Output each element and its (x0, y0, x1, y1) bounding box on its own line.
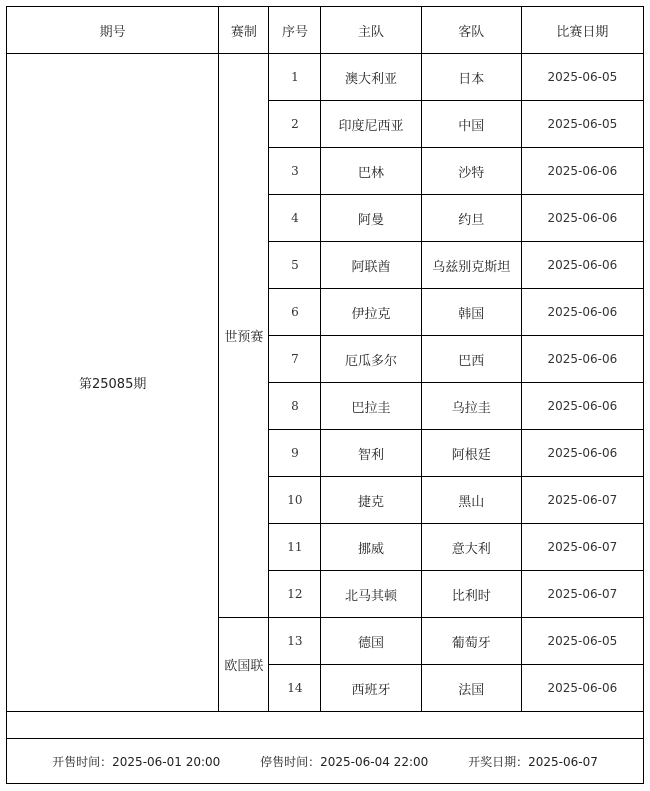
date-cell: 2025-06-06 (521, 383, 643, 430)
blank-row (7, 712, 644, 739)
home-cell: 北马其顿 (321, 571, 421, 618)
date-cell: 2025-06-07 (521, 571, 643, 618)
blank-cell (7, 712, 644, 739)
match-schedule-table (6, 6, 644, 784)
seq-cell: 5 (269, 242, 321, 289)
away-cell: 乌拉圭 (421, 383, 521, 430)
footer-cell (7, 739, 644, 784)
seq-cell: 11 (269, 524, 321, 571)
header-home: 主队 (321, 7, 421, 54)
date-cell: 2025-06-05 (521, 618, 643, 665)
home-cell: 智利 (321, 430, 421, 477)
away-cell: 意大利 (421, 524, 521, 571)
away-cell: 巴西 (421, 336, 521, 383)
date-cell: 2025-06-05 (521, 54, 643, 101)
competition-cell: 世预赛 (219, 54, 269, 618)
away-cell: 韩国 (421, 289, 521, 336)
seq-cell: 7 (269, 336, 321, 383)
header-date: 比赛日期 (521, 7, 643, 54)
seq-cell: 12 (269, 571, 321, 618)
home-cell: 伊拉克 (321, 289, 421, 336)
date-cell: 2025-06-06 (521, 195, 643, 242)
away-cell: 沙特 (421, 148, 521, 195)
header-seq: 序号 (269, 7, 321, 54)
away-cell: 葡萄牙 (421, 618, 521, 665)
seq-cell: 3 (269, 148, 321, 195)
home-cell: 捷克 (321, 477, 421, 524)
seq-cell: 2 (269, 101, 321, 148)
sale-start-time: 开售时间：2025-06-01 20:00 (52, 754, 221, 769)
header-away: 客队 (421, 7, 521, 54)
away-cell: 法国 (421, 665, 521, 712)
away-cell: 中国 (421, 101, 521, 148)
home-cell: 阿曼 (321, 195, 421, 242)
seq-cell: 13 (269, 618, 321, 665)
away-cell: 阿根廷 (421, 430, 521, 477)
home-cell: 印度尼西亚 (321, 101, 421, 148)
table-row (7, 54, 644, 101)
sale-end-time: 停售时间：2025-06-04 22:00 (260, 754, 429, 769)
header-issue: 期号 (7, 7, 219, 54)
away-cell: 乌兹别克斯坦 (421, 242, 521, 289)
date-cell: 2025-06-06 (521, 665, 643, 712)
seq-cell: 14 (269, 665, 321, 712)
home-cell: 巴林 (321, 148, 421, 195)
date-cell: 2025-06-05 (521, 101, 643, 148)
date-cell: 2025-06-06 (521, 242, 643, 289)
away-cell: 日本 (421, 54, 521, 101)
date-cell: 2025-06-07 (521, 524, 643, 571)
date-cell: 2025-06-06 (521, 148, 643, 195)
home-cell: 挪威 (321, 524, 421, 571)
seq-cell: 4 (269, 195, 321, 242)
competition-cell: 欧国联 (219, 618, 269, 712)
home-cell: 澳大利亚 (321, 54, 421, 101)
seq-cell: 8 (269, 383, 321, 430)
draw-date: 开奖日期：2025-06-07 (468, 754, 598, 769)
seq-cell: 9 (269, 430, 321, 477)
issue-cell: 第25085期 (7, 54, 219, 712)
away-cell: 黑山 (421, 477, 521, 524)
away-cell: 比利时 (421, 571, 521, 618)
seq-cell: 1 (269, 54, 321, 101)
date-cell: 2025-06-06 (521, 336, 643, 383)
seq-cell: 10 (269, 477, 321, 524)
date-cell: 2025-06-06 (521, 289, 643, 336)
away-cell: 约旦 (421, 195, 521, 242)
home-cell: 西班牙 (321, 665, 421, 712)
home-cell: 厄瓜多尔 (321, 336, 421, 383)
date-cell: 2025-06-07 (521, 477, 643, 524)
home-cell: 巴拉圭 (321, 383, 421, 430)
header-row (7, 7, 644, 54)
home-cell: 德国 (321, 618, 421, 665)
header-competition: 赛制 (219, 7, 269, 54)
home-cell: 阿联酋 (321, 242, 421, 289)
footer-row (7, 739, 644, 784)
seq-cell: 6 (269, 289, 321, 336)
date-cell: 2025-06-06 (521, 430, 643, 477)
